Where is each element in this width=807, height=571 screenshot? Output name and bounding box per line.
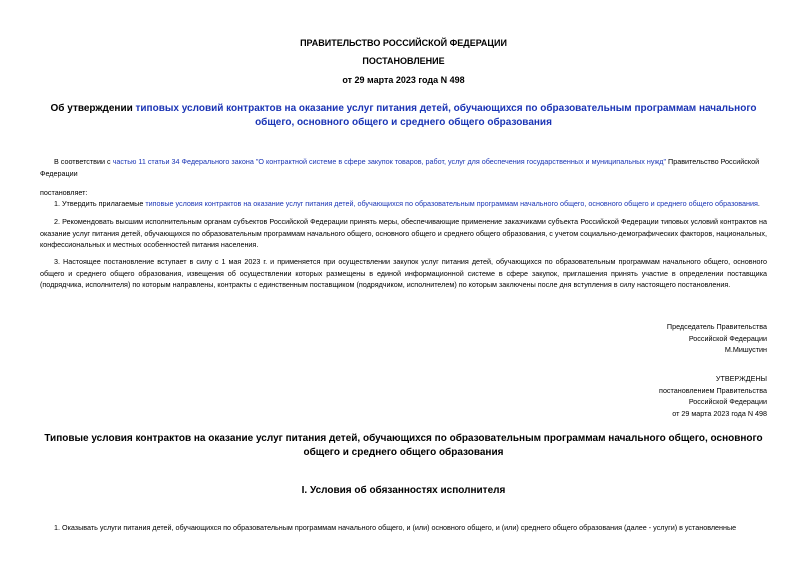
intro-paragraph [40, 156, 767, 179]
signature-line-1: Председатель Правительства [666, 322, 767, 331]
document-title [40, 102, 767, 130]
item-3: 3. Настоящее постановление вступает в силу с 1 мая 2023 г. и применяется при осуществлении закупок услуг питания детей, обучающихся по образовательным программам начального общего, основного общего и среднего общего образования, извещения об осуществлении которых размещены в единой информационной системе в сфере закупок, приглашения принять участие в определении поставщика (подрядчика, исполнителя) по которым направлены, контракты с единственным поставщиком (подрядчиком, исполнителем) по которым заключены после дня вступления в силу настоящего постановления. [40, 257, 767, 289]
section-1-heading: I. Условия об обязанностях исполнителя [301, 485, 506, 496]
title-link[interactable]: типовых условий контрактов на оказание услуг питания детей, обучающихся по образовательным программам начального общего, основного общего и среднего общего образования [135, 103, 757, 128]
clause-1: 1. Оказывать услуги питания детей, обучающихся по образовательным программам начального общего, и (или) основного общего, и (или) среднего общего образования (далее - услуги) в установленные [54, 523, 737, 532]
title-prefix: Об утверждении [50, 103, 136, 114]
intro-pre: В соответствии с [54, 157, 113, 166]
signature-line-2: Российской Федерации [688, 333, 767, 343]
signature-line-3: М.Мишустин [724, 345, 767, 354]
approval-block [500, 373, 767, 419]
approval-line-1: УТВЕРЖДЕНЫ [715, 374, 767, 383]
item-1-link[interactable]: типовые условия контрактов на оказание услуг питания детей, обучающихся по образовательным программам начального общего, основного общего и среднего общего образования [145, 199, 758, 208]
item-1-pre: 1. Утвердить прилагаемые [54, 199, 146, 208]
document-type: ПОСТАНОВЛЕНИЕ [362, 56, 445, 66]
item-1-post: . [757, 199, 760, 208]
item-1 [40, 198, 767, 210]
resolves-text: постановляет: [40, 188, 88, 197]
government-header: ПРАВИТЕЛЬСТВО РОССИЙСКОЙ ФЕДЕРАЦИИ [300, 38, 507, 48]
approval-line-2: постановлением Правительства [659, 385, 767, 395]
approval-line-3: Российской Федерации [688, 397, 767, 406]
approval-line-4: от 29 марта 2023 года N 498 [672, 408, 767, 418]
signature-block [500, 321, 767, 356]
intro-law-link[interactable]: частью 11 статьи 34 Федерального закона "О контрактной системе в сфере закупок товаров, работ, услуг для обеспечения государственных и муниципальных нужд" [112, 157, 667, 166]
item-2: 2. Рекомендовать высшим исполнительным органам субъектов Российской Федерации принять меры, обеспечивающие применение заказчиками субъекта Российской Федерации типовых условий контрактов на оказание услуг питания детей, обучающихся по образовательным программам начального общего, основного общего и среднего общего образования, с учетом социально-демографических факторов, национальных, конфессиональных и местных особенностей питания населения. [40, 217, 767, 249]
annex-title: Типовые условия контрактов на оказание услуг питания детей, обучающихся по образовательным программам начального общего, основного общего и среднего общего образования [44, 433, 763, 458]
document-date-number: от 29 марта 2023 года N 498 [342, 75, 465, 85]
intro-post: Правительство Российской Федерации [40, 157, 760, 178]
